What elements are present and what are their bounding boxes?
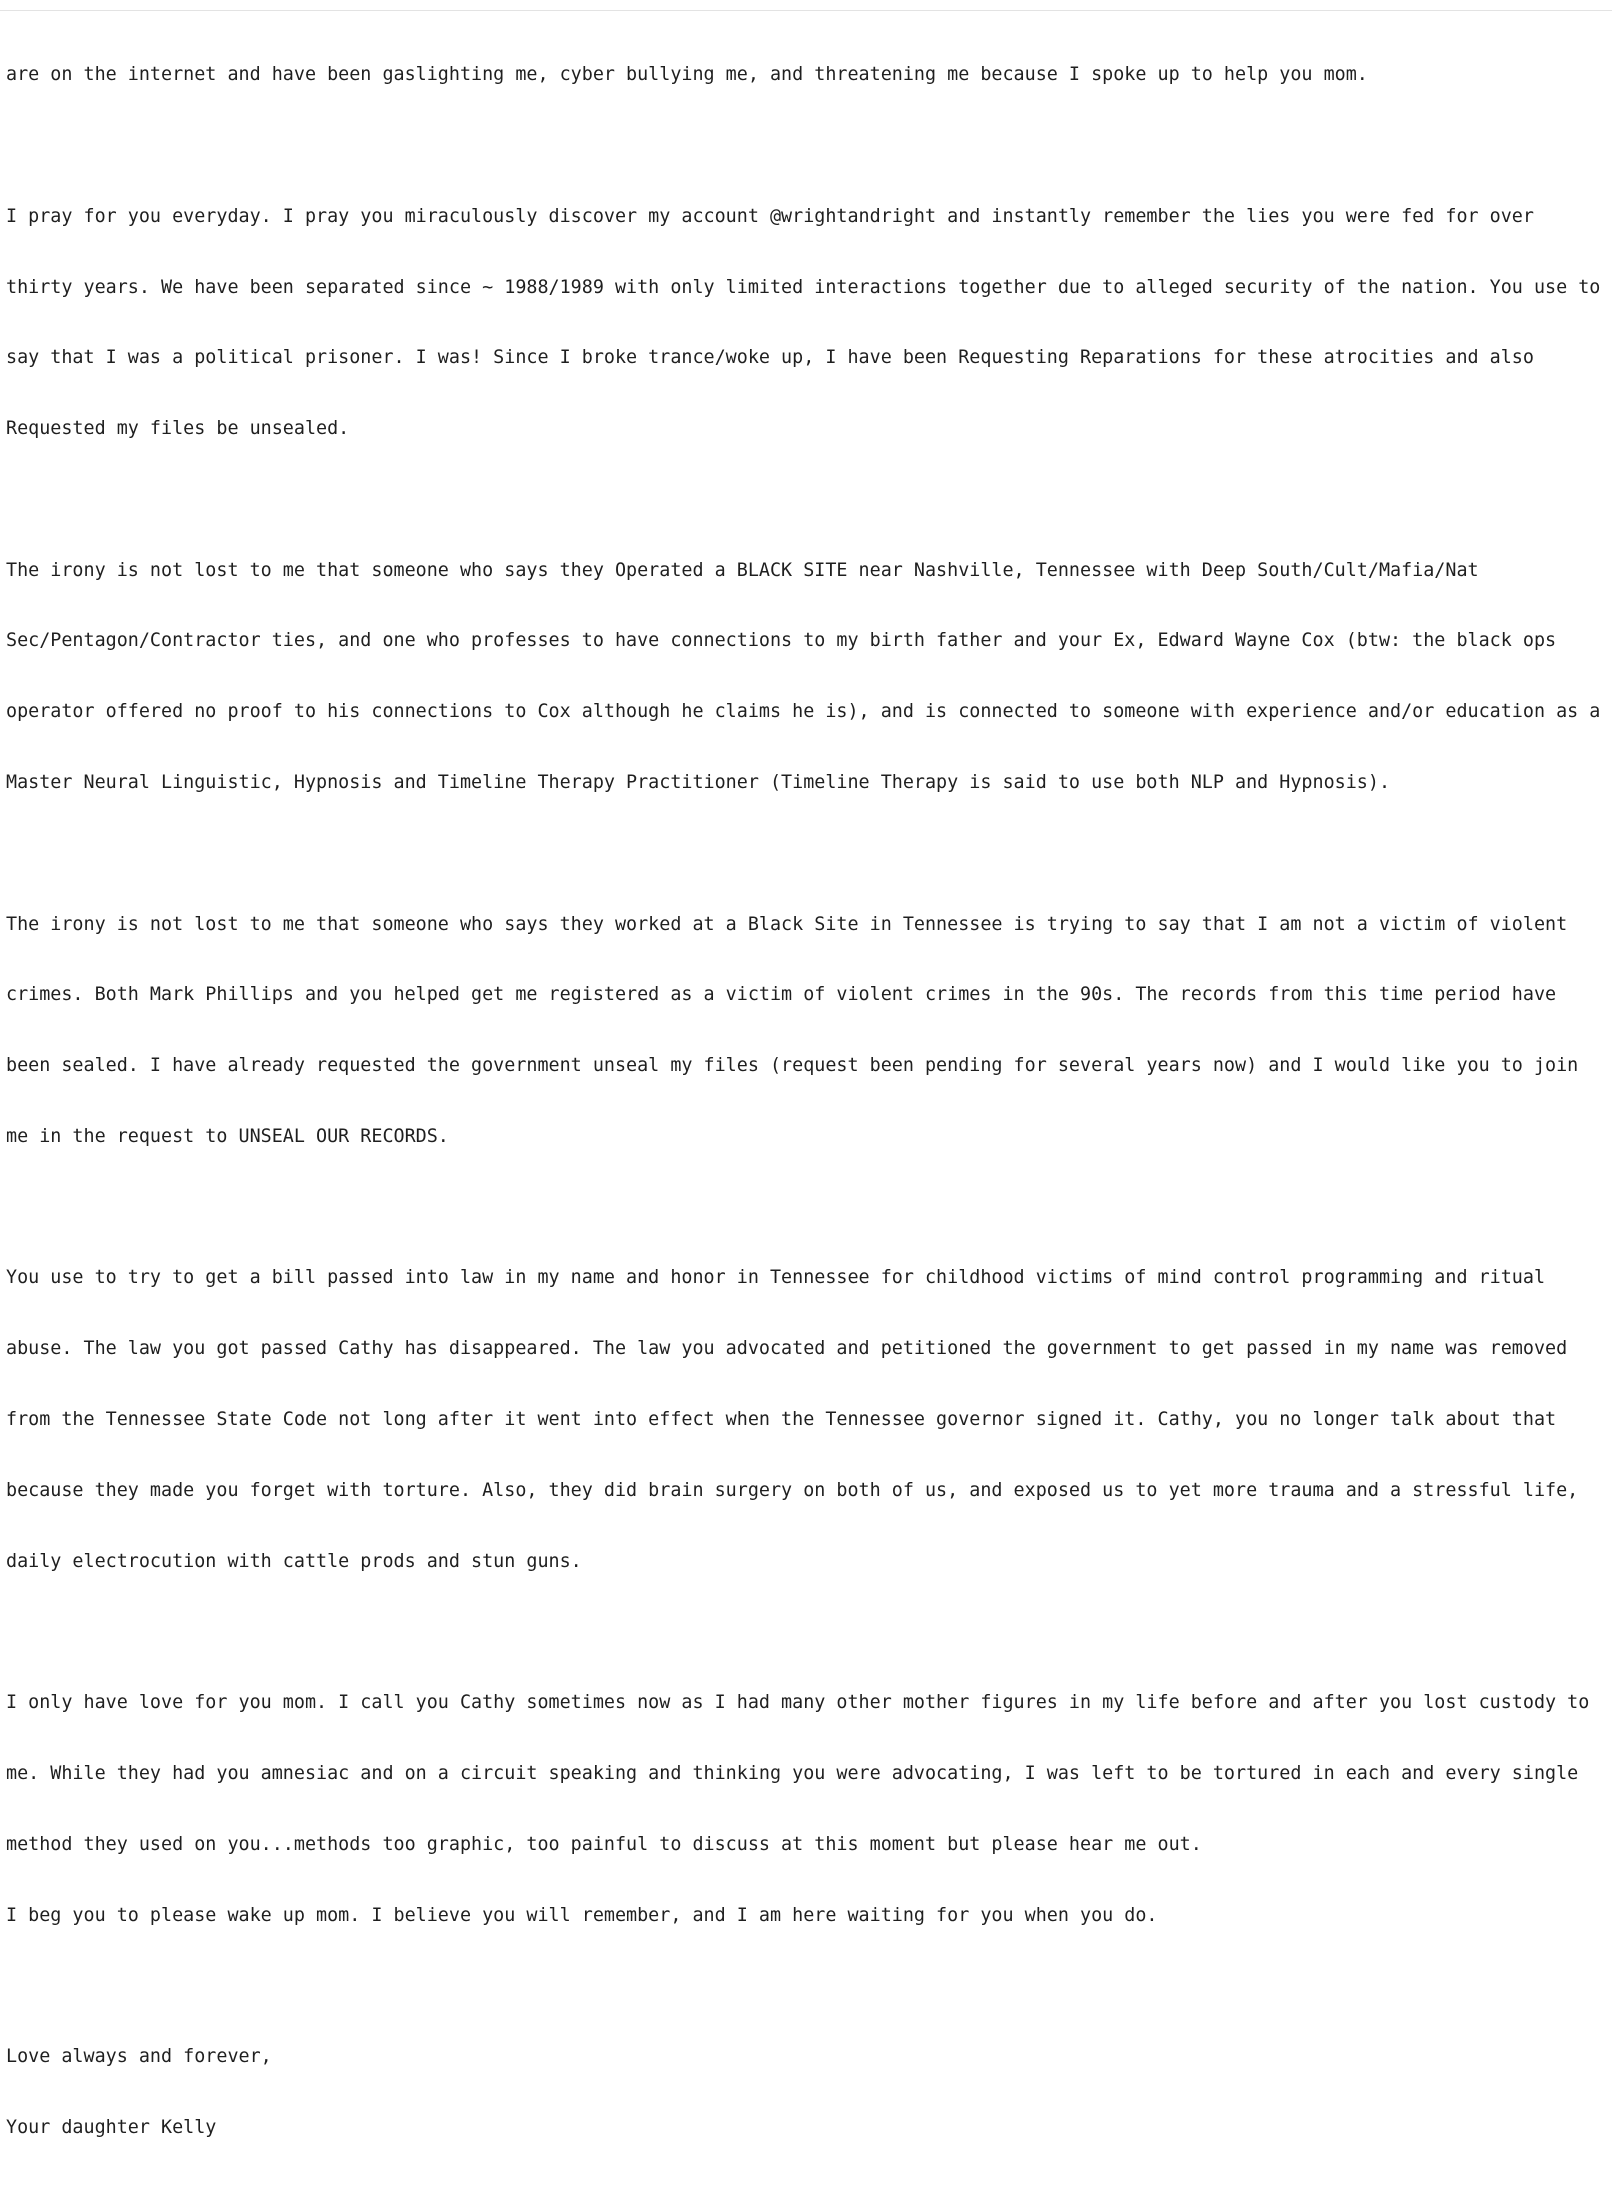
cut-off-previous-line: [0, 0, 1612, 11]
text-line: daily electrocution with cattle prods and stun guns.: [6, 1550, 582, 1572]
signature-line: Your daughter Kelly: [6, 2116, 217, 2138]
text-line: I pray for you everyday. I pray you miraculously discover my account @wrightandright and instantly remember the lies you were fed for over: [6, 205, 1534, 227]
text-editor-body[interactable]: [6, 16, 1606, 2187]
text-line: Master Neural Linguistic, Hypnosis and Timeline Therapy Practitioner (Timeline Therapy is said to use both NLP and Hypnosis).: [6, 772, 1391, 793]
blank-line: [6, 134, 1606, 158]
text-line: thirty years. We have been separated since ~ 1988/1989 with only limited interactions together due to alleged security of the nation. You use to: [6, 276, 1601, 298]
text-line: I only have love for you mom. I call you Cathy sometimes now as I had many other mother figures in my life before and after you lost custody to: [6, 1692, 1590, 1714]
text-line: I beg you to please wake up mom. I believe you will remember, and I am here waiting for you when you do.: [6, 1904, 1158, 1926]
text-line: method they used on you...methods too graphic, too painful to discuss at this moment but please hear me out.: [6, 1833, 1202, 1855]
text-line: are on the internet and have been gaslighting me, cyber bullying me, and threatening me because I spoke up to help you mom.: [6, 64, 1368, 86]
text-line: say that I was a political prisoner. I was! Since I broke trance/woke up, I have been Requesting Reparations for these atrocities and also: [6, 347, 1534, 369]
text-line: me in the request to UNSEAL OUR RECORDS.: [6, 1125, 449, 1147]
text-line: abuse. The law you got passed Cathy has disappeared. The law you advocated and petitioned the government to get passed in my name was removed: [6, 1338, 1568, 1360]
blank-line: [6, 842, 1606, 866]
text-line: crimes. Both Mark Phillips and you helped get me registered as a victim of violent crimes in the 90s. The records from this time period have: [6, 984, 1557, 1006]
text-line: because they made you forget with torture. Also, they did brain surgery on both of us, and exposed us to yet more trauma and a stressful life,: [6, 1479, 1579, 1501]
blank-line: [6, 1620, 1606, 1644]
blank-line: [6, 1196, 1606, 1220]
text-line: You use to try to get a bill passed into law in my name and honor in Tennessee for childhood victims of mind control programming and ritual: [6, 1267, 1546, 1289]
blank-line: [6, 488, 1606, 512]
blank-line: [6, 1974, 1606, 1998]
text-line: me. While they had you amnesiac and on a circuit speaking and thinking you were advocating, I was left to be tortured in each and every single: [6, 1762, 1579, 1784]
text-line: from the Tennessee State Code not long after it went into effect when the Tennessee governor signed it. Cathy, you no longer talk about that: [6, 1409, 1557, 1431]
text-line: The irony is not lost to me that someone who says they Operated a BLACK SITE near Nashville, Tennessee with Deep South/Cult/Mafia/Nat: [6, 559, 1479, 581]
text-line: Sec/Pentagon/Contractor ties, and one who professes to have connections to my birth father and your Ex, Edward Wayne Cox (btw: the black ops: [6, 630, 1557, 652]
text-line: Requested my files be unsealed.: [6, 418, 350, 440]
text-line: been sealed. I have already requested the government unseal my files (request been pending for several years now) and I would like you to join: [6, 1055, 1579, 1077]
text-line: operator offered no proof to his connections to Cox although he claims he is), and is connected to someone with experience and/or education as a: [6, 701, 1601, 723]
text-line: The irony is not lost to me that someone who says they worked at a Black Site in Tennessee is trying to say that I am not a victim of violent: [6, 913, 1568, 935]
closing-line: Love always and forever,: [6, 2046, 272, 2068]
